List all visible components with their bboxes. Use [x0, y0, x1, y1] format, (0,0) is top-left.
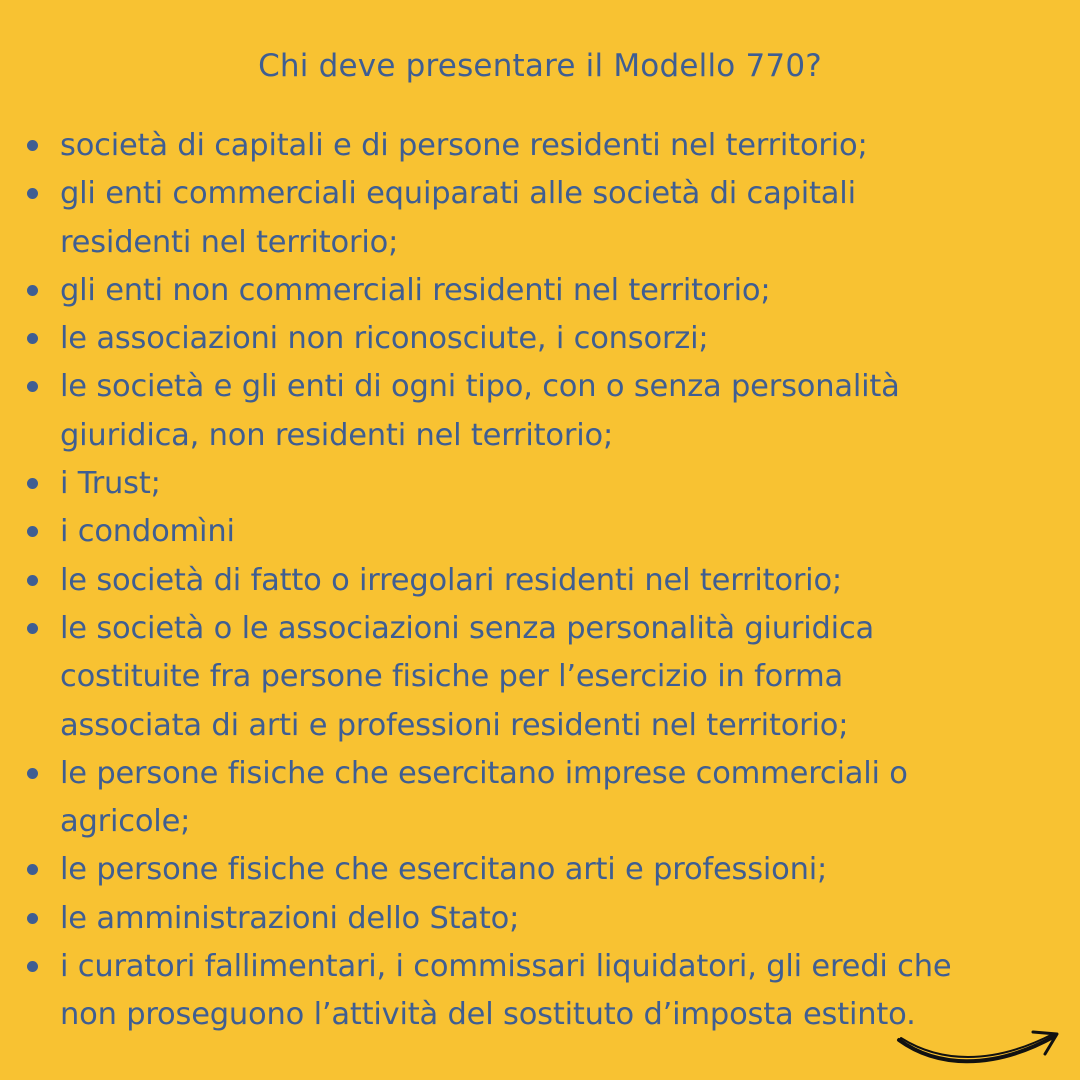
list-item-text: le persone fisiche che esercitano imprese commerciali o agricole; [60, 755, 908, 840]
bullet-icon [27, 381, 38, 392]
list-item [22, 750, 1062, 847]
bullet-icon [27, 768, 38, 779]
requirements-list [22, 122, 1062, 1040]
list-item [22, 170, 1062, 267]
list-item-text: società di capitali e di persone residenti nel territorio; [60, 128, 868, 163]
list-item [22, 508, 1062, 556]
swoosh-arrow-icon [895, 1022, 1065, 1078]
list-item [22, 557, 1062, 605]
list-item-text: le amministrazioni dello Stato; [60, 900, 520, 936]
bullet-icon [27, 188, 38, 199]
list-item-text: gli enti non commerciali residenti nel territorio; [60, 272, 771, 308]
list-item-text: le società di fatto o irregolari residenti nel territorio; [60, 562, 842, 598]
list-item-text: le persone fisiche che esercitano arti e professioni; [60, 852, 828, 888]
list-item-text: i curatori fallimentari, i commissari liquidatori, gli eredi che non proseguono l’attività del sostituto d’imposta estinto. [60, 949, 952, 1033]
list-item-text: i condomìni [60, 514, 235, 550]
bullet-icon [27, 333, 38, 344]
list-item-text: le società e gli enti di ogni tipo, con o senza personalità giuridica, non residenti nel territorio; [60, 369, 900, 453]
bullet-icon [27, 864, 38, 875]
list-item-text: i Trust; [60, 466, 161, 502]
list-item [22, 315, 1062, 363]
list-item-text: gli enti commerciali equiparati alle società di capitali residenti nel territorio; [60, 176, 856, 260]
list-item [22, 460, 1062, 508]
list-item [22, 363, 1062, 460]
bullet-icon [27, 623, 38, 634]
list-item-text: le società o le associazioni senza personalità giuridica costituite fra persone fisiche per l’esercizio in forma associata di arti e professioni residenti nel territorio; [60, 610, 875, 743]
bullet-icon [27, 913, 38, 924]
list-item-text: le associazioni non riconosciute, i consorzi; [60, 321, 709, 357]
bullet-icon [27, 140, 38, 151]
bullet-icon [27, 575, 38, 586]
bullet-icon [27, 526, 38, 537]
bullet-icon [27, 961, 38, 972]
list-item [22, 846, 1062, 894]
list-item [22, 267, 1062, 315]
list-item [22, 605, 1062, 750]
bullet-icon [27, 478, 38, 489]
list-item [22, 122, 1062, 170]
page-title: Chi deve presentare il Modello 770? [258, 48, 822, 84]
bullet-icon [27, 285, 38, 296]
list-item [22, 895, 1062, 943]
